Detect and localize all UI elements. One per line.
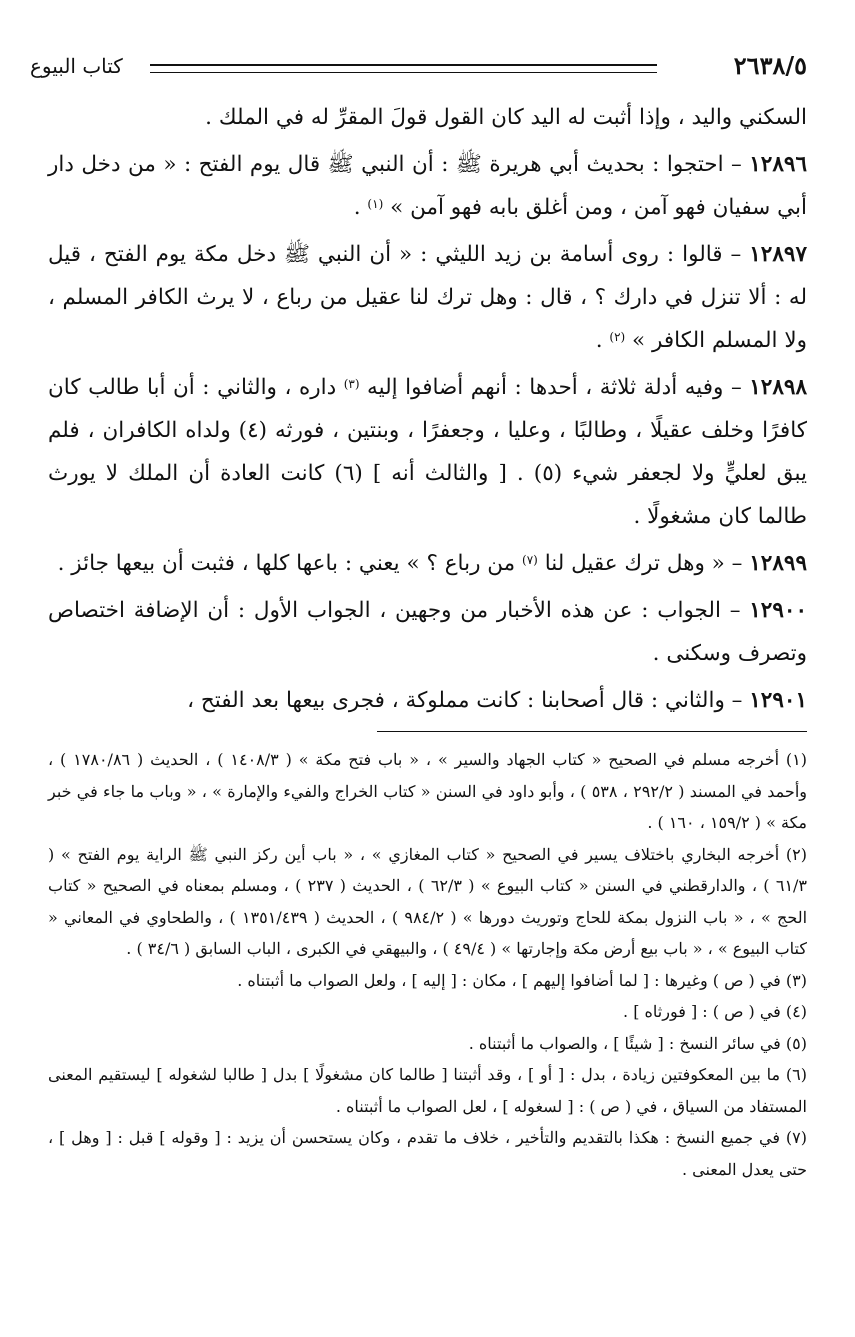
page-number: ٢٦٣٨/٥ xyxy=(733,51,807,80)
paragraph-number: ١٢٩٠١ xyxy=(749,688,807,713)
paragraph-text: – وفيه أدلة ثلاثة ، أحدها : أنهم أضافوا إليه xyxy=(359,375,750,400)
paragraph-intro xyxy=(48,96,807,139)
footnote-divider xyxy=(377,731,807,732)
paragraph-tail: داره ، والثاني : أن أبا طالب كان كافرًا وخلف عقيلًا ، وطالبًا ، وعليا ، وجعفرًا ، وبنتين ، فورثه (٤) ولداه الكافران ، فلم يبق لعليٍّ ولا لجعفر شيء (٥) . [ والثالث أنه ] (٦) كانت العادة أن الملك لا يورث طالما كان مشغولًا . xyxy=(48,375,807,529)
paragraph-number: ١٢٨٩٧ xyxy=(749,242,807,267)
paragraph-12901 xyxy=(48,679,807,722)
paragraph-number: ١٢٨٩٨ xyxy=(749,375,807,400)
paragraph-number: ١٢٩٠٠ xyxy=(749,598,807,623)
footnotes xyxy=(48,744,807,1185)
main-text xyxy=(48,96,807,726)
footnote-5: (٥) في سائر النسخ : [ شيئًا ] ، والصواب ما أثبتناه . xyxy=(468,1033,807,1053)
footnote-3: (٣) في ( ص ) وغيرها : [ لما أضافوا إليهم ] ، مكان : [ إليه ] ، ولعل الصواب ما أثبتناه . xyxy=(237,970,807,990)
header-rule xyxy=(150,64,657,73)
footnote-2: (٢) أخرجه البخاري باختلاف يسير في الصحيح « كتاب المغازي » ، « باب أين ركز النبي ﷺ الراية يوم الفتح » ( ٦١/٣ ) ، والدارقطني في السنن « كتاب البيوع » ( ٦٢/٣ ) ، الحديث ( ٢٣٧ ) ، ومسلم بمعناه في الصحيح « كتاب الحج » ، « باب النزول بمكة للحاج وتوريث دورها » ( ٩٨٤/٢ ) ، الحديث ( ١٣٥١/٤٣٩ ) ، والطحاوي في المعاني « كتاب البيوع » ، « باب بيع أرض مكة وإجارتها » ( ٤٩/٤ ) ، والبيهقي في الكبرى ، الباب السابق ( ٣٤/٦ ) . xyxy=(48,844,808,958)
paragraph-text: السكني واليد ، وإذا أثبت له اليد كان القول قولَ المقرِّ له في الملك . xyxy=(205,105,807,130)
paragraph-number: ١٢٨٩٩ xyxy=(749,551,807,576)
footnote-1: (١) أخرجه مسلم في الصحيح « كتاب الجهاد والسير » ، « باب فتح مكة » ( ١٤٠٨/٣ ) ، الحديث ( ١٧٨٠/٨٦ ) ، وأحمد في المسند ( ٢٩٢/٢ ، ٥٣٨ ) ، وأبو داود في السنن « كتاب الخراج والفيء والإمارة » ، « وباب ما جاء في خبر مكة » ( ١٥٩/٢ ، ١٦٠ ) . xyxy=(48,750,807,832)
footnote-ref: (٢) xyxy=(609,330,626,344)
footnote-7: (٧) في جميع النسخ : هكذا بالتقديم والتأخير ، خلاف ما تقدم ، وكان يستحسن أن يزيد : [ وقوله ] قبل : [ وهل ] ، حتى يعدل المعنى . xyxy=(48,1128,807,1179)
paragraph-text: – الجواب : عن هذه الأخبار من وجهين ، الجواب الأول : أن الإضافة اختصاص وتصرف وسكنى . xyxy=(48,598,807,666)
paragraph-12900 xyxy=(48,589,807,675)
footnote-ref: (١) xyxy=(367,197,384,211)
paragraph-12897 xyxy=(48,233,807,362)
footnote-6: (٦) ما بين المعكوفتين زيادة ، بدل : [ أو ] ، وقد أثبتنا [ طالما كان مشغولًا ] بدل [ طالبا لشغوله ] ليستقيم المعنى المستفاد من السياق ، في ( ص ) : [ لسغوله ] ، لعل الصواب ما أثبتناه . xyxy=(48,1065,808,1116)
paragraph-12898 xyxy=(48,366,807,538)
paragraph-text: – احتجوا : بحديث أبي هريرة ﷺ : أن النبي ﷺ قال يوم الفتح : « من دخل دار أبي سفيان فهو آمن ، ومن أغلق بابه فهو آمن » xyxy=(48,152,807,220)
page-header xyxy=(30,48,807,84)
paragraph-text: – قالوا : روى أسامة بن زيد الليثي : « أن النبي ﷺ دخل مكة يوم الفتح ، قيل له : ألا تنزل في دارك ؟ ، قال : وهل ترك لنا عقيل من رباع ، لا يرث الكافر المسلم ، ولا المسلم الكافر » xyxy=(48,242,807,353)
footnote-4: (٤) في ( ص ) : [ فورثاه ] . xyxy=(623,1002,807,1021)
paragraph-tail: . xyxy=(595,328,610,353)
paragraph-number: ١٢٨٩٦ xyxy=(749,152,807,177)
footnote-ref: (٧) xyxy=(522,553,538,567)
paragraph-tail: من رباع ؟ » يعني : باعها كلها ، فثبت أن بيعها جائز . xyxy=(57,551,523,576)
paragraph-12899 xyxy=(48,542,807,585)
footnote-ref: (٣) xyxy=(343,377,360,391)
paragraph-12896 xyxy=(48,143,807,229)
paragraph-text: – « وهل ترك عقيل لنا xyxy=(537,551,750,576)
book-title: كتاب البيوع xyxy=(30,54,123,78)
paragraph-text: – والثاني : قال أصحابنا : كانت مملوكة ، فجرى بيعها بعد الفتح ، xyxy=(187,688,750,713)
paragraph-tail: . xyxy=(353,195,368,220)
